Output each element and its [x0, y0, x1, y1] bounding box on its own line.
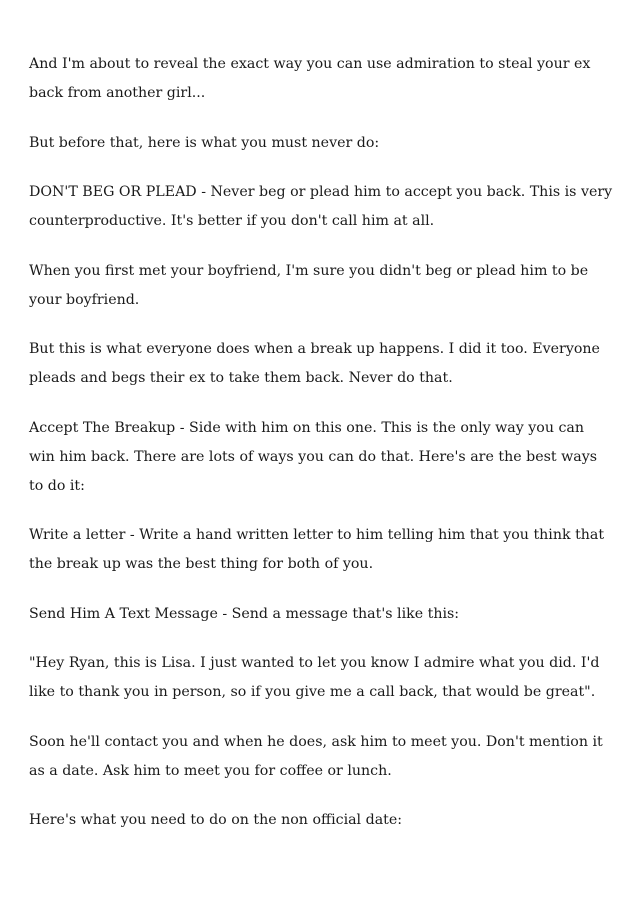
paragraph-before-that: But before that, here is what you must never do: — [29, 134, 380, 151]
paragraph-accept-breakup: Accept The Breakup - Side with him on this one. This is the only way you can win him back. There are lots of ways you can do that. Here's are the best ways to do it: — [29, 419, 597, 494]
document-body — [29, 50, 614, 856]
paragraph-contact-you: Soon he'll contact you and when he does, ask him to meet you. Don't mention it as a date. Ask him to meet you for coffee or lunch. — [29, 733, 603, 779]
paragraph-everyone-pleads: But this is what everyone does when a break up happens. I did it too. Everyone pleads and begs their ex to take them back. Never do that. — [29, 341, 600, 386]
paragraph-intro: And I'm about to reveal the exact way you can use admiration to steal your ex back from another girl... — [29, 56, 591, 101]
paragraph-non-official-date: Here's what you need to do on the non official date: — [29, 812, 403, 828]
paragraph-first-met: When you first met your boyfriend, I'm sure you didn't beg or plead him to be your boyfriend. — [29, 262, 589, 308]
paragraph-write-letter: Write a letter - Write a hand written letter to him telling him that you think that the break up was the best thing for both of you. — [29, 527, 605, 572]
paragraph-dont-beg: DON'T BEG OR PLEAD - Never beg or plead him to accept you back. This is very counterproductive. It's better if you don't call him at all. — [29, 184, 613, 229]
paragraph-text-message: Send Him A Text Message - Send a message that's like this: — [29, 605, 460, 622]
paragraph-message-quote: "Hey Ryan, this is Lisa. I just wanted to let you know I admire what you did. I'd like to thank you in person, so if you give me a call back, that would be great". — [29, 655, 600, 700]
